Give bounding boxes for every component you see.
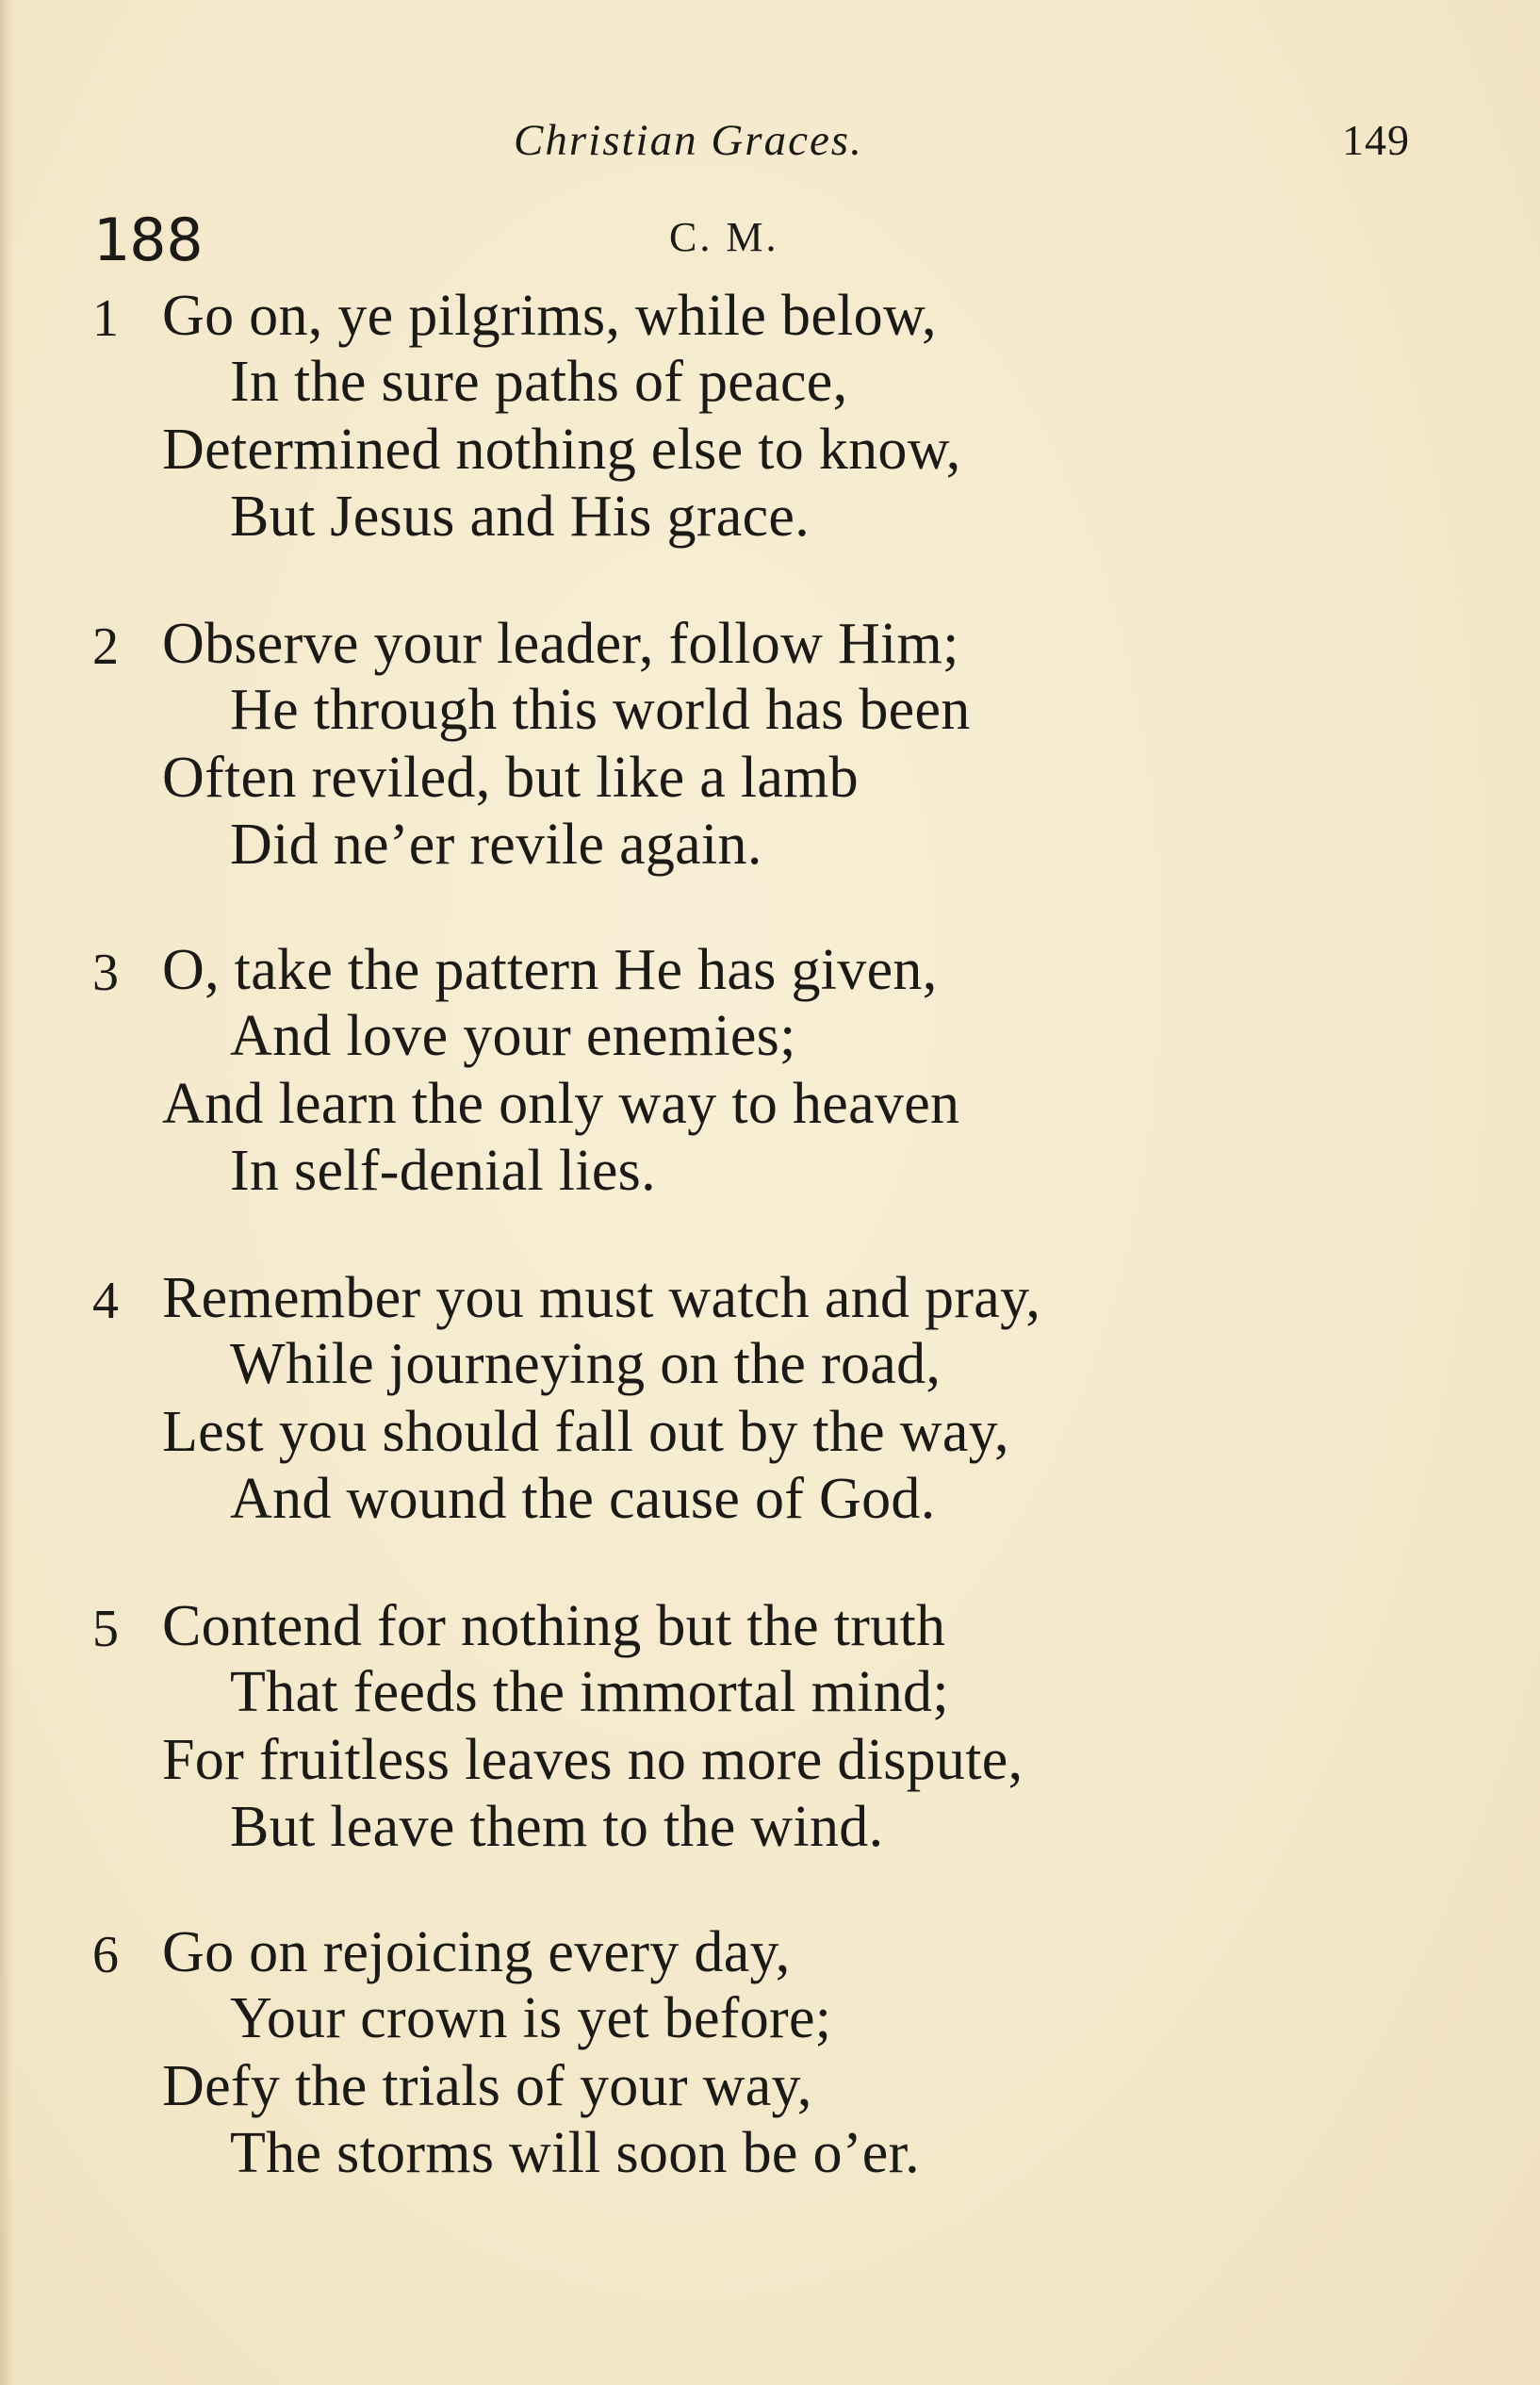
running-title: Christian Graces. [514,116,863,165]
verse-line: That feeds the immortal mind; [230,1660,949,1724]
verse-line: And love your enemies; [230,1004,796,1068]
verse-line: But leave them to the wind. [230,1795,884,1859]
stanza-number: 2 [92,617,119,676]
verse-line: Did ne’er revile again. [230,813,762,877]
verse-line: The storms will soon be o’er. [230,2121,920,2185]
page-number: 149 [1342,116,1410,164]
verse-line: Go on, ye pilgrims, while below, [162,284,937,348]
verse-line: And learn the only way to heaven [162,1072,960,1136]
verse-line: Often reviled, but like a lamb [162,746,859,810]
page-gutter-shadow [0,0,13,2385]
stanza-number: 3 [92,944,119,1002]
verse-line: Observe your leader, follow Him; [162,612,959,676]
verse-line: Your crown is yet before; [230,1986,832,2050]
verse-line: Lest you should fall out by the way, [162,1400,1009,1464]
verse-line: In the sure paths of peace, [230,350,848,414]
running-head [0,115,1540,172]
stanza-number: 6 [92,1926,119,1984]
verse-line: For fruitless leaves no more dispute, [162,1728,1024,1792]
verse-line: Defy the trials of your way, [162,2054,812,2118]
stanza-number: 4 [92,1272,119,1330]
hymn-meter: C. M. [669,214,779,260]
verse-line: In self-denial lies. [230,1139,656,1203]
verse-line: Contend for nothing but the truth [162,1594,946,1658]
verse-line: But Jesus and His grace. [230,485,811,549]
verse-line: Determined nothing else to know, [162,418,961,482]
verse-line: Go on rejoicing every day, [162,1920,791,1984]
verse-line: While journeying on the road, [230,1332,942,1396]
stanza-number: 5 [92,1600,119,1658]
stanza-number: 1 [92,289,119,348]
hymn-number: 188 [92,206,204,274]
verse-line: And wound the cause of God. [230,1467,936,1531]
verse-line: He through this world has been [230,678,971,742]
verse-line: O, take the pattern He has given, [162,938,938,1002]
verse-line: Remember you must watch and pray, [162,1266,1041,1330]
